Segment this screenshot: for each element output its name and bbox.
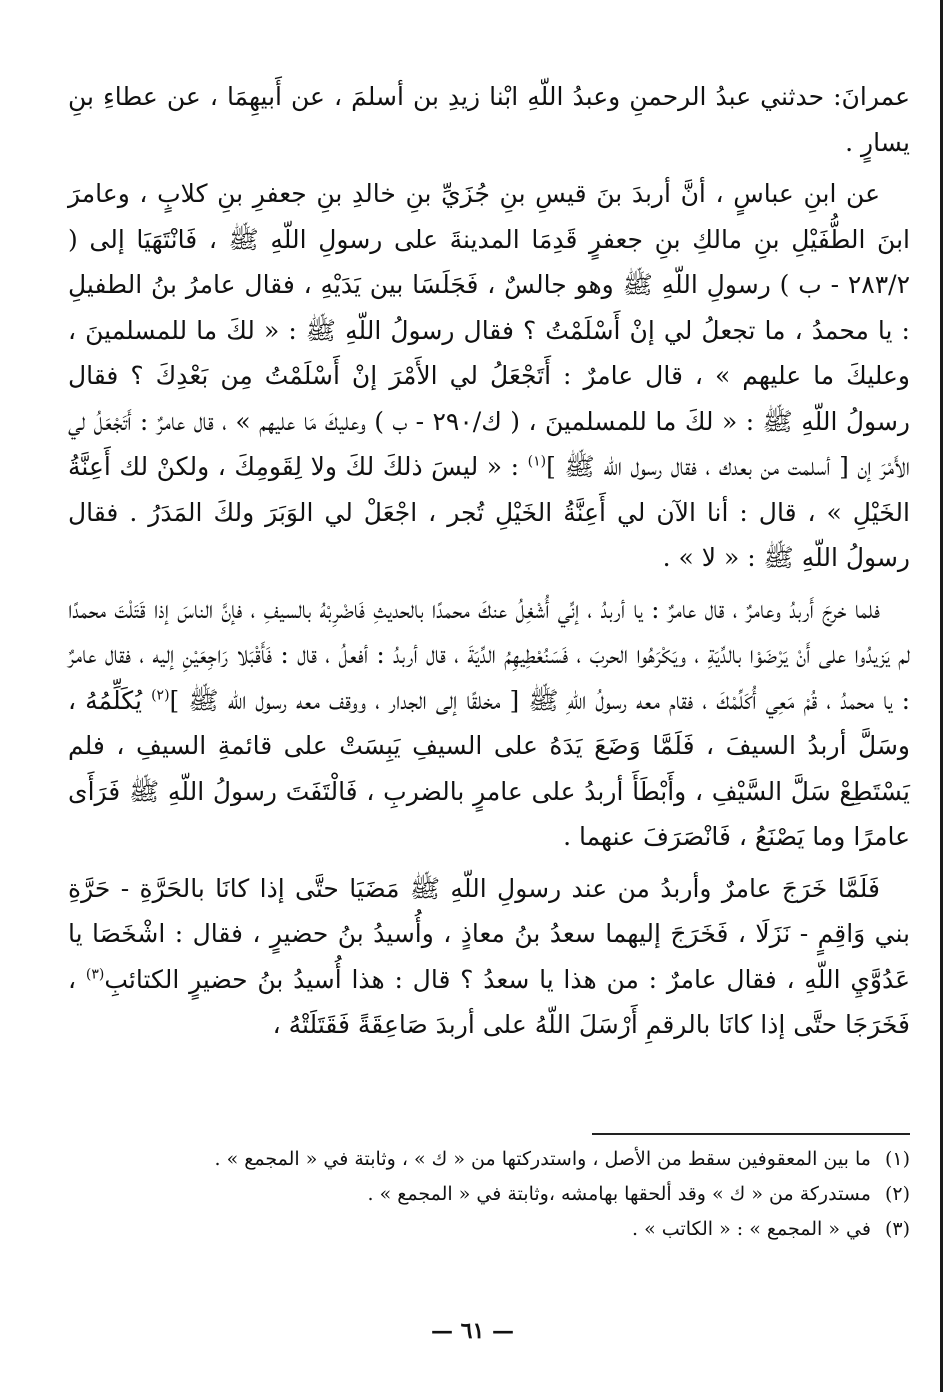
paragraph-2 [68,171,910,581]
paragraph-3-text: فلما خرجَ أَربدُ وعامرٌ ، قال عامرٌ : يا أربدُ ، إنِّي أُشْغِلُ عنكَ محمدًا بالحديثِ فَاضْرِبْهُ بالسيفِ ، فإنَّ الناسَ إذا قَتَلْتَ محمدًا لم يَزيدُوا على أَنْ يَرْضَوْا بالدِّيَةِ ، ويَكْرَهُوا الحربَ ، فَسَنُعْطِيهِمُ الدِّيَةَ ، قال أربدُ : أفعلُ ، قال : فَأَقْبَلا رَاجِعَيْنِ إليه ، فقال عامرٌ : يا محمدُ ، قُمْ مَعِي أُكَلِّمْكَ ، فقام معه رسولُ اللّهِ ﷺ [ مخلقًا إلى الجدار ، ووقف معه رسول اللّه ﷺ ] [68,594,910,715]
paragraph-4-text-after: ، فَخَرَجَا حتَّى إذا كانَا بالرقمِ أَرْسَلَ اللّهُ على أربدَ صَاعِقَةً فَقَتَلَتْهُ ، [68,964,910,1039]
footnote-divider [592,1133,910,1135]
footnote-2-number: (٢) [884,1183,910,1205]
paragraph-4-text: فَلَمَّا خَرَجَ عامرٌ وأربدُ من عند رسولِ اللّهِ ﷺ مَضَيَا حتَّى إذا كانَا بالحَرَّةِ - حَرَّةِ بني وَاقِمٍ - نَزَلَا ، فَخَرَجَ إليهما سعدُ بنُ معاذٍ ، وأُسيدُ بنُ حضيرٍ ، فقال : اشْخَصَا يا عَدُوَّيِ اللّهِ ، فقال عامرٌ : من هذا يا سعدُ ؟ قال : هذا أُسيدُ بنُ حضيرٍ الكتائبِ [68,873,910,994]
paragraph-2-text-after: : « ليسَ ذلكَ لكَ ولا لِقَومِكَ ، ولكنْ لك أَعِنَّةُ الخَيْلِ » ، قال : أنا الآن لي أَعِنَّةُ الخَيْلِ تُجر ، اجْعَلْ لي الوَبَرَ ولكَ المَدَرُ . فقال رسولُ اللّهِ ﷺ : « لا » . [68,452,910,572]
paragraph-4 [68,866,910,1048]
footnotes [60,1142,910,1247]
footnote-1-number: (١) [884,1148,910,1170]
footnote-2-text: مستدركة من « ك » وقد ألحقها بهامشه ،وثابتة في « المجمع » . [367,1183,871,1205]
footnote-3 [60,1212,910,1247]
paragraph-1 [68,74,910,165]
footnote-1 [60,1142,910,1177]
paragraph-3-text-after: يُكَلِّمُهُ ، وسَلَّ أربدُ السيفَ ، فَلَمَّا وَضَعَ يَدَهُ على السيفِ يَبِسَتْ على قائمةِ السيفِ ، فلم يَسْتَطِعْ سَلَّ السَّيْفِ ، وأَبْطَأَ أربدُ على عامرٍ بالضربِ ، فَالْتَفَتَ رسولُ اللّهِ ﷺ فَرَأَى عامرًا وما يَصْنَعُ ، فَانْصَرَفَ عنهما . [68,685,910,851]
scan-edge [940,0,943,1392]
footnote-3-text: في « المجمع » : « الكاتب » . [632,1218,871,1240]
paragraph-1-text: عمرانَ: حدثني عبدُ الرحمنِ وعبدُ اللّهِ ابْنا زيدِ بن أسلمَ ، عن أَبيهِمَا ، عن عطاءِ بنِ يسارٍ . [68,82,910,157]
page-number: — ٦١ — [431,1318,514,1344]
footnote-ref-3: (٣) [85,966,105,983]
footnote-1-text: ما بين المعقوفين سقط من الأصل ، واستدركتها من « ك » ، وثابتة في « المجمع » . [214,1148,871,1170]
footnote-3-number: (٣) [884,1218,910,1240]
paragraph-2-text: عن ابنِ عباسٍ ، أنَّ أربدَ بنَ قيسِ بنِ جُزَيِّ بنِ خالدِ بنِ جعفرِ بنِ كلابٍ ، وعامرَ ابنَ الطُّفَيْلِ بنِ مالكِ بنِ جعفرٍ قَدِمَا المدينةَ على رسولِ اللّهِ ﷺ ، فَانْتَهَيَا إلى ( ٢٨٣/٢ - ب ) رسولِ اللّهِ ﷺ وهو جالسٌ ، فَجَلَسَا بين يَدَيْهِ ، فقال عامرُ بنُ الطفيلِ : يا محمدُ ، ما تجعلُ لي إنْ أَسْلَمْتُ ؟ فقال رسولُ اللّهِ ﷺ : « لكَ ما للمسلمينَ ، وعليكَ ما عليهم » ، قال عامرٌ : أَتَجْعَلُ لي الأَمْرَ إنْ أَسْلَمْتُ مِن بَعْدِكَ ؟ فقال رسولُ اللّهِ ﷺ : « لكَ ما للمسلمينَ ، ( ك/٢٩٠ - ب ) وعليكَ مَا عليهم » ، قال عامرٌ : أَتَجْعَلُ لي الأَمْرَ إن [ أسلمت من بعدك ، فقال رسول اللّه ﷺ ] [68,179,910,481]
footnote-ref-1: (١) [527,453,547,470]
main-text [68,74,910,1054]
footnote-2 [60,1177,910,1212]
footnote-ref-2: (٢) [151,687,170,704]
paragraph-3 [68,587,910,860]
